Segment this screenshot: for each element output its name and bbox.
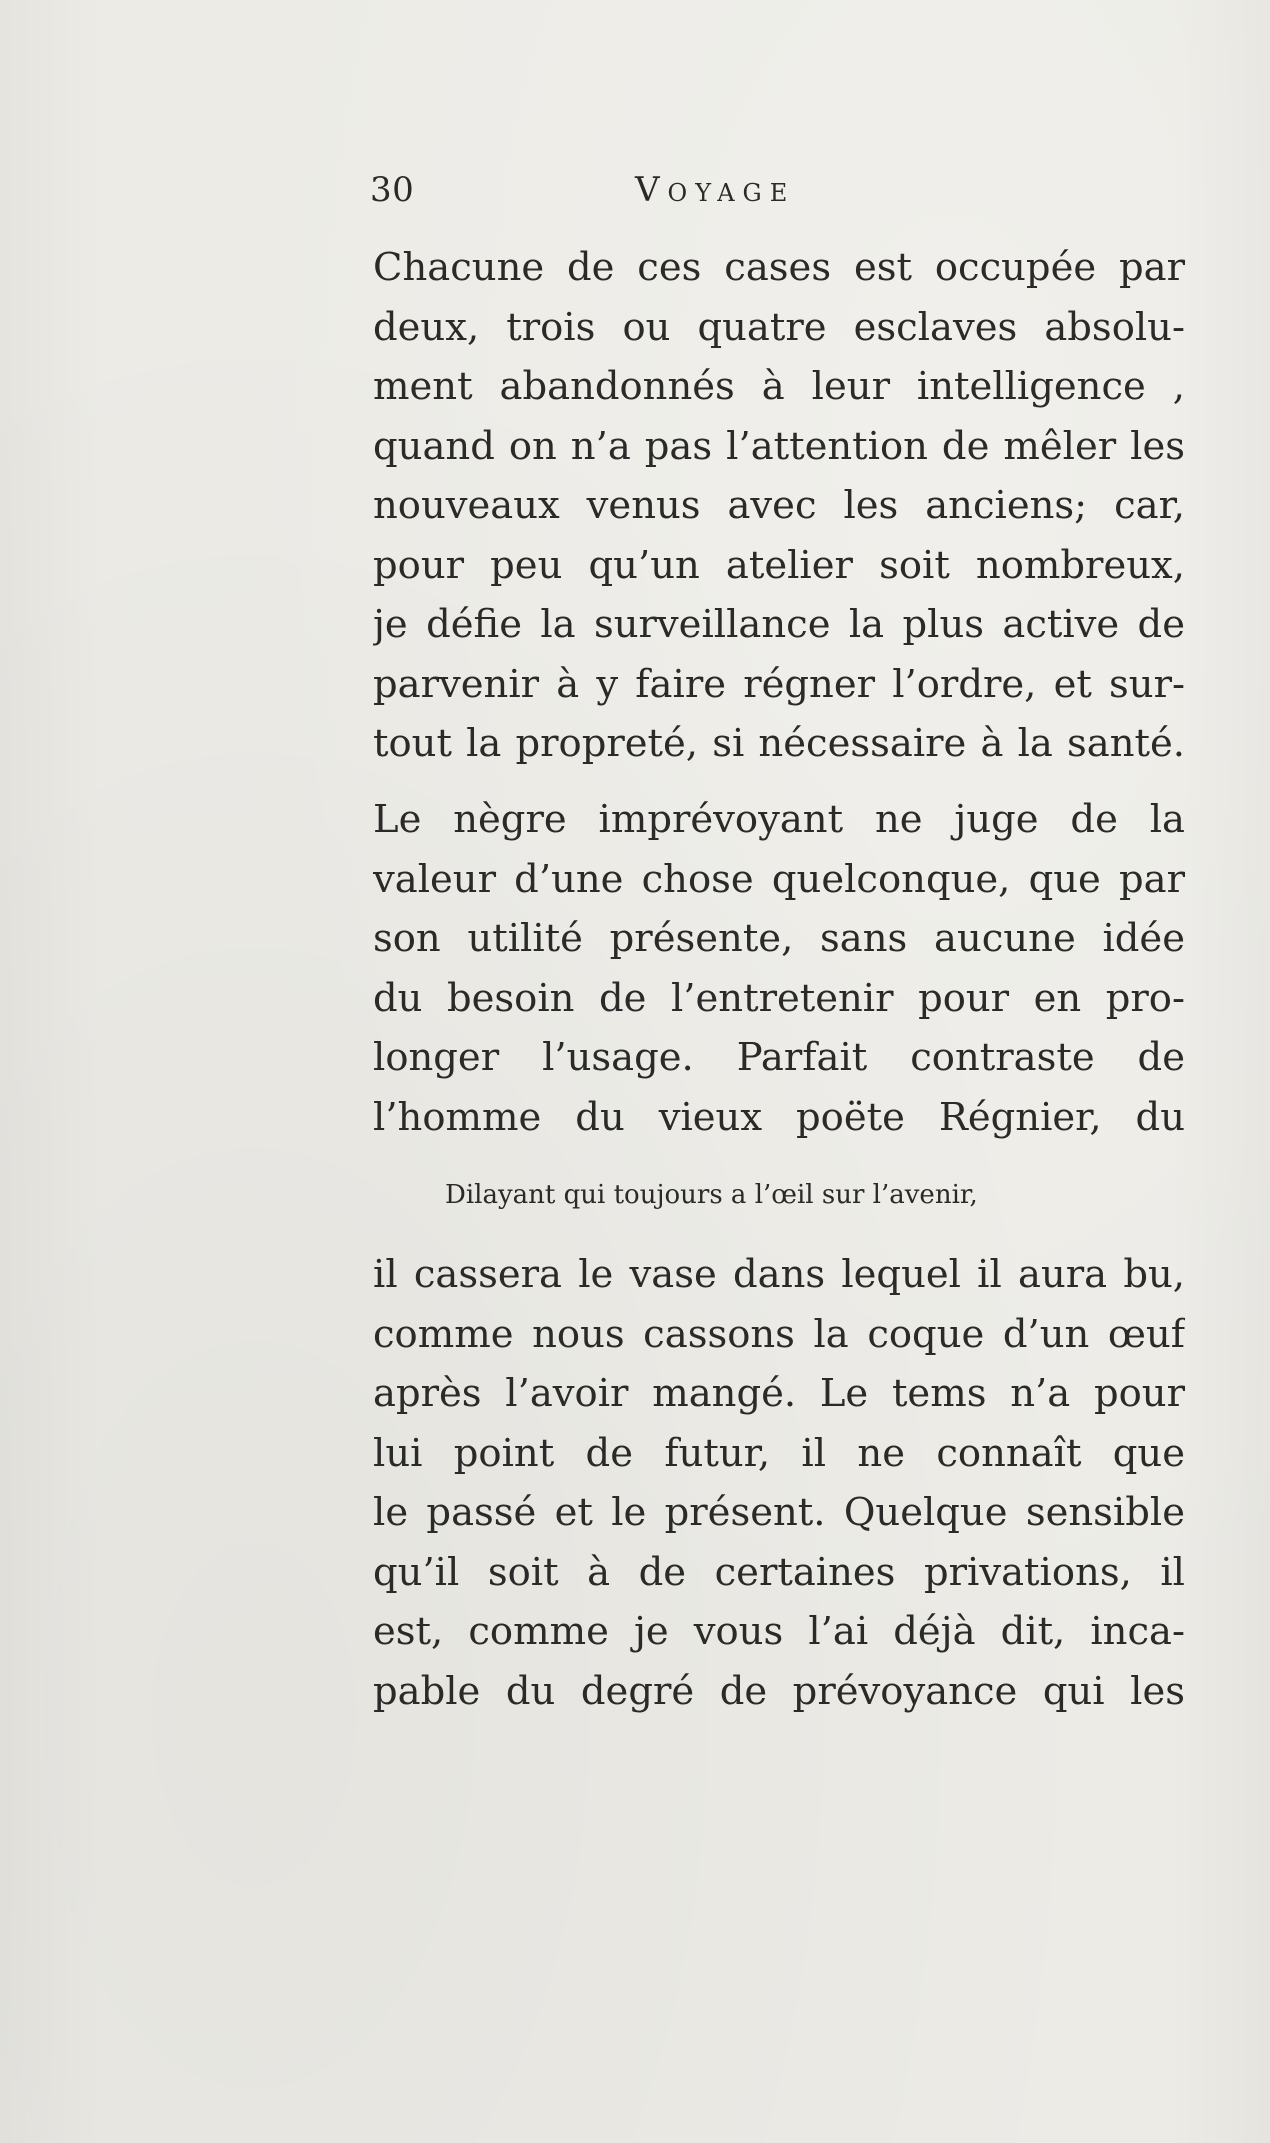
paragraph-line: l’homme du vieux poëte Régnier, du bbox=[373, 1094, 1185, 1140]
paragraph-line: du besoin de l’entretenir pour en pro- bbox=[373, 975, 1185, 1021]
page-number: 30 bbox=[370, 170, 415, 210]
paragraph-line: nouveaux venus avec les anciens; car, bbox=[373, 483, 1185, 528]
paragraph-line: tout la propreté, si nécessaire à la santé. bbox=[373, 721, 1185, 766]
paragraph-line: valeur d’une chose quelconque, que par bbox=[373, 856, 1185, 902]
verse-quotation: Dilayant qui toujours a l’œil sur l’avenir, bbox=[445, 1180, 978, 1210]
paragraph-line: est, comme je vous l’ai déjà dit, inca- bbox=[373, 1609, 1185, 1654]
paragraph-line: lui point de futur, il ne connaît que bbox=[373, 1430, 1185, 1476]
paragraph-line: Chacune de ces cases est occupée par bbox=[373, 245, 1185, 290]
page-header bbox=[370, 170, 1200, 230]
paragraph-line: pour peu qu’un atelier soit nombreux, bbox=[373, 542, 1185, 588]
paragraph-line: après l’avoir mangé. Le tems n’a pour bbox=[373, 1371, 1185, 1416]
running-head: Voyage bbox=[635, 170, 796, 210]
paragraph-line: il cassera le vase dans lequel il aura bu, bbox=[373, 1252, 1185, 1297]
paragraph-line: qu’il soit à de certaines privations, il bbox=[373, 1549, 1185, 1595]
paragraph-line: le passé et le présent. Quelque sensible bbox=[373, 1490, 1185, 1535]
paragraph-line: Le nègre imprévoyant ne juge de la bbox=[373, 797, 1185, 842]
paragraph-line: je défie la surveillance la plus active de bbox=[373, 602, 1185, 647]
paragraph-line: comme nous cassons la coque d’un œuf bbox=[373, 1311, 1185, 1357]
paragraph-line: ment abandonnés à leur intelligence , bbox=[373, 364, 1185, 409]
paragraph-line: deux, trois ou quatre esclaves absolu- bbox=[373, 304, 1185, 350]
paragraph-1 bbox=[373, 238, 1185, 774]
paragraph-line: pable du degré de prévoyance qui les bbox=[373, 1668, 1185, 1714]
paragraph-line: son utilité présente, sans aucune idée bbox=[373, 916, 1185, 961]
paragraph-3 bbox=[373, 1245, 1185, 1721]
paragraph-line: longer l’usage. Parfait contraste de bbox=[373, 1035, 1185, 1080]
paragraph-line: parvenir à y faire régner l’ordre, et sur- bbox=[373, 661, 1185, 707]
paragraph-line: quand on n’a pas l’attention de mêler les bbox=[373, 423, 1185, 469]
paragraph-2 bbox=[373, 790, 1185, 1147]
